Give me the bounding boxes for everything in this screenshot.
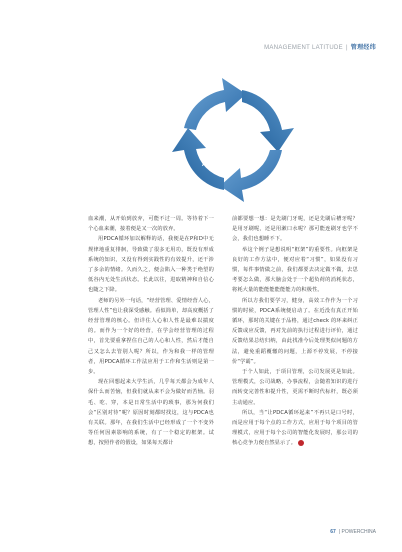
- section-title-cn: 管理经纬: [350, 45, 376, 51]
- footer-separator: |: [338, 529, 341, 535]
- pdca-cycle-diagram: [162, 70, 302, 210]
- cycle-segment-act: [172, 128, 224, 190]
- paragraph: 老师的另外一句话，“经营管理、爱情经营人心，管理人性”也让我深受感触。看似简单，却高度概括了经营管理的核心。但详住人心和人性是最难以揣度的。而作为一个好的经营，在学会经营管理的过程中，首先要重拿捏住自己的人心和人性，然后才能自己又怎么去管别人呢？所以，作为和我一样的管理者，用PDCA循环工作法应用于工作和生活则是第一步。: [88, 297, 214, 376]
- paragraph-text: 所以，当“让PDCA循环起来”不再只是口号时，而是应用于每个点的工作方式，应用于每个项目的管理模式，应用于每个公司的智能化发展时，那公司的核心竞争力便自然显示了。: [232, 409, 358, 447]
- paragraph: 现在回想起来大学生活，几乎每天都会为成年人保什么而苦恼，但我们就从来不会为做好而苦恼。羽毛、吃、穿，本是日常生活中的琐事，那为何我们会“区别对待”呢？原因时刻都时找这，这与PDCA也有关联。那年，在我们生活中已经形成了一个不变外等任何因素影响的系统，有了一个稳定的框架。试想，按照作者的假设，如果每天都计: [88, 379, 214, 447]
- paragraph: 前都要想一想：是先刷门牙呢，还是先刷后槽牙呢？是用牙刷呢，还是用漱口水呢？那可能连刷牙也学不会，我们也想睡不下。: [232, 216, 358, 243]
- page-header: [264, 42, 376, 51]
- paragraph: 血来潮，从开始到放弃，可能不过一周。等待着下一个心血来潮，接着便是又一次的放弃。: [88, 216, 214, 233]
- page-number: 67: [330, 529, 336, 535]
- end-mark-icon: [298, 440, 304, 446]
- paragraph: 于个人如此，于项目管理，公司发展更是如此。管理模式，公司战略，办事流程，会随着知识的进行而转变完善性和提升性，更需不断时代标杆，既必须主动通应。: [232, 369, 358, 406]
- article-column-left: [88, 214, 214, 449]
- label-a: A: [202, 158, 209, 169]
- cycle-segment-do: [242, 90, 294, 152]
- label-d: D: [254, 120, 262, 131]
- label-c: C: [248, 162, 256, 173]
- paragraph-last: [232, 408, 358, 449]
- label-p: P: [214, 112, 221, 123]
- page-footer: [330, 529, 376, 535]
- article-column-right: [232, 214, 358, 449]
- header-separator: |: [345, 45, 348, 51]
- paragraph: 所以方我们要学习，健身，高效工作作为一个习惯的时候，PDCA系统便启动了。在近没有真正开始循环，那时的关键在于品格，通过check 的环来纠正反馈或应反馈，再对先前的执行过程进行评价，通过反馈结果总结归纳，由此找准今后处理类似问题的方法，避免重蹈覆辙的问题，上源不停发展，不停接价“学霸”。: [232, 297, 358, 365]
- paragraph: 举这个例子是想说明“框架”的重要性。向框架是良好的工作方法中，便对应着“习惯”，如果没有习惯，每件事情做之前，我们都要去决定做不做，去思考要怎么做，那大脑会处于一个超负荷的消耗状态，将耗大量的能能能能能能力的积极性。: [232, 246, 358, 294]
- magazine-name: POWERCHINA: [341, 529, 376, 535]
- paragraph: 用PDCA循环加以解释的话，我便是在P和D中无规律地重复徘徊，导致做了很多无用功，既没有形成系统的知识，又没有得到实践性的有效提升，还干涉了多余的情绪。久而久之，便会陷入一种类于绝望的低谷内无处生活状态。长此以往，进取精神和自信心也随之下降。: [88, 236, 214, 294]
- cycle-segment-check: [220, 150, 282, 202]
- section-title-en: MANAGEMENT LATITUDE: [264, 45, 343, 51]
